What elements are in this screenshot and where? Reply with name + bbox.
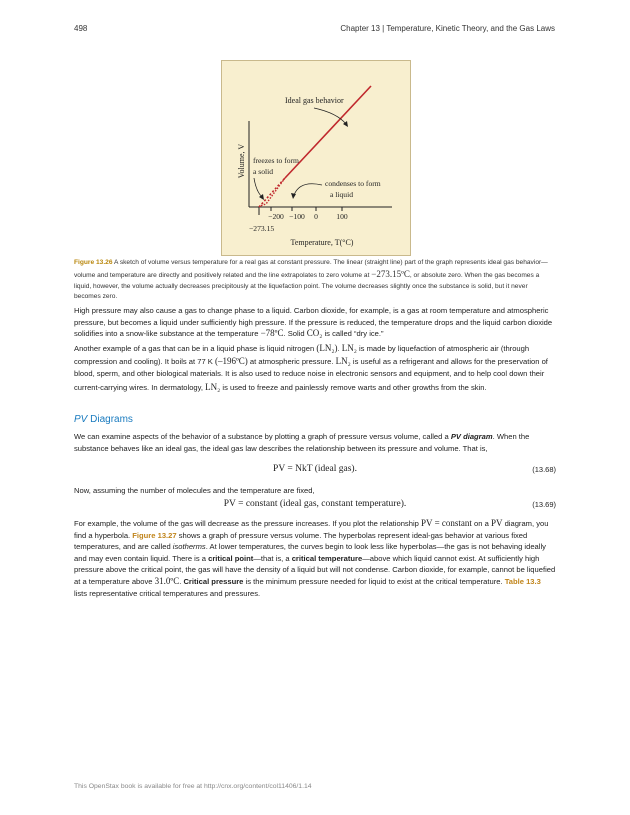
para-bold: critical point <box>208 553 254 563</box>
equation-expression: PV = constant (ideal gas, constant temperature). <box>223 499 407 509</box>
volume-temperature-graph <box>222 61 410 255</box>
para-math: LN₂ <box>341 343 357 353</box>
label-condenses-1: condenses to form <box>325 179 381 188</box>
section-title <box>74 414 133 425</box>
para-text: diagram, you find a hyperbola. <box>74 519 549 540</box>
arrow-condenses <box>294 184 322 195</box>
paragraph <box>74 431 556 454</box>
caption-math: −273.15ºC <box>371 268 410 279</box>
para-bold: PV diagram <box>450 432 493 441</box>
label-ideal-gas: Ideal gas behavior <box>285 96 344 105</box>
para-text: . When the substance behaves like an ideal gas, the ideal gas law describes the relationship between its pressure and volume. That is, <box>74 432 530 453</box>
extrapolation-line <box>259 178 285 207</box>
caption-text: A sketch of volume versus temperature for a real gas at constant pressure. The linear (straight line) part of the graph represents ideal gas behavior—volume and temperature are directly and positively related and the line extrapolates to zero volume at <box>74 259 548 279</box>
para-text: . Solid <box>283 329 305 339</box>
tick-label: 100 <box>336 212 348 221</box>
paragraph <box>74 342 556 394</box>
para-text: For example, the volume of the gas will decrease as the pressure increases. If you plot the relationship <box>74 519 419 528</box>
para-text: is useful as a refrigerant and allows for the preservation of blood, sperm, and other biological materials. It is also used to reduce noise in electronic sensors and equipment, and to help cool down their current-carrying wires. In dermatology, <box>74 357 548 392</box>
label-freezes-1: freezes to form <box>253 156 299 165</box>
para-math: (LN₂) <box>316 343 338 353</box>
para-italic: isotherms <box>172 542 206 552</box>
para-text: is called “dry ice.” <box>324 329 384 339</box>
label-condenses-2: a liquid <box>330 190 353 199</box>
footer: This OpenStax book is available for free at http://cnx.org/content/col11406/1.14 <box>74 783 312 790</box>
tick-label: −200 <box>268 212 284 221</box>
y-axis-label: Volume, V <box>237 143 246 179</box>
tick-label: 0 <box>314 212 318 221</box>
page-number: 498 <box>74 24 88 33</box>
para-text: . At lower temperatures, the curves begin to look less like hyperbolas—the gas is not behaving ideally and may even contain liquid. There is a <box>74 542 546 563</box>
equation-number: (13.69) <box>532 500 556 509</box>
caption-label: Figure 13.26 <box>74 259 113 266</box>
para-bold: Critical pressure <box>183 576 244 586</box>
table-link[interactable]: Table 13.3 <box>504 576 541 586</box>
arrow-ideal <box>314 108 346 124</box>
paragraph <box>74 305 556 340</box>
chapter-title: Chapter 13 | Temperature, Kinetic Theory, and the Gas Laws <box>340 24 555 33</box>
paragraph: Now, assuming the number of molecules and the temperature are fixed, <box>74 486 315 495</box>
para-math: CO₂ <box>306 328 323 339</box>
para-text: shows a graph of pressure versus volume. The hyperbolas represent ideal-gas behavior at various fixed temperatures, and are called <box>74 530 528 552</box>
para-math: −78ºC <box>260 328 284 339</box>
tick-label: −100 <box>289 212 305 221</box>
para-math: (–196ºC) <box>215 356 248 367</box>
para-math: PV = constant <box>420 518 472 528</box>
x-axis-label: Temperature, T(°C) <box>290 238 354 247</box>
para-text: We can examine aspects of the behavior of a substance by plotting a graph of pressure versus volume, called a <box>74 432 449 441</box>
para-text: lists representative critical temperatures and pressures. <box>74 588 261 598</box>
para-text: on a <box>474 519 489 528</box>
para-text: —above which liquid cannot exist. At sufficiently high pressure above the critical point, the gas will have the density of a liquid but will not condense. Carbon dioxide, for example, cannot be liquefied at a temperature above <box>74 553 556 586</box>
section-title-italic: PV <box>74 414 88 425</box>
para-bold: critical temperature <box>291 553 363 563</box>
para-math: 31.0ºC <box>154 575 180 586</box>
arrow-freezes <box>254 178 262 197</box>
equation-number: (13.68) <box>532 465 556 474</box>
para-text: is made by liquefaction of atmospheric air (through compression and cooling). It boils at 77 K <box>74 344 530 367</box>
para-text: is the minimum pressure needed for liquid to exist at the critical temperature. <box>245 576 503 586</box>
equation-expression: PV = NkT (ideal gas). <box>273 464 357 474</box>
caption-text: , or absolute zero. When the gas becomes a liquid, however, the volume actually decreases precipitously at the liquefaction point. The volume decreases slightly once the substance is solid, but it never becomes zero. <box>74 271 540 301</box>
para-text: at atmospheric pressure. <box>249 357 334 367</box>
para-text: . <box>179 576 182 586</box>
para-text: is used to freeze and painlessly remove warts and other growths from the skin. <box>222 382 487 392</box>
section-title-rest: Diagrams <box>87 414 133 425</box>
zero-label: −273.15 <box>249 224 275 233</box>
para-math: LN₂ <box>205 381 221 392</box>
arrowhead-condenses <box>291 193 296 199</box>
label-freezes-2: a solid <box>253 167 274 176</box>
para-math: LN₂ <box>335 356 351 367</box>
para-text: —that is, a <box>253 553 290 563</box>
para-text: High pressure may also cause a gas to change phase to a liquid. Carbon dioxide, for example, is a gas at room temperature and atmospheric pressure, but becomes a liquid under sufficiently high pressure. If the pressure is reduced, the temperature drops and the liquid carbon dioxide solidifies into a snow-like substance at the temperature <box>74 306 553 339</box>
figure-volume-temperature <box>221 60 411 256</box>
para-text: Another example of a gas that can be in a liquid phase is liquid nitrogen <box>74 344 315 353</box>
paragraph <box>74 518 556 599</box>
figure-link[interactable]: Figure 13.27 <box>132 530 177 540</box>
para-text: . <box>337 344 340 353</box>
para-math: PV <box>490 518 503 528</box>
figure-caption <box>74 258 556 303</box>
